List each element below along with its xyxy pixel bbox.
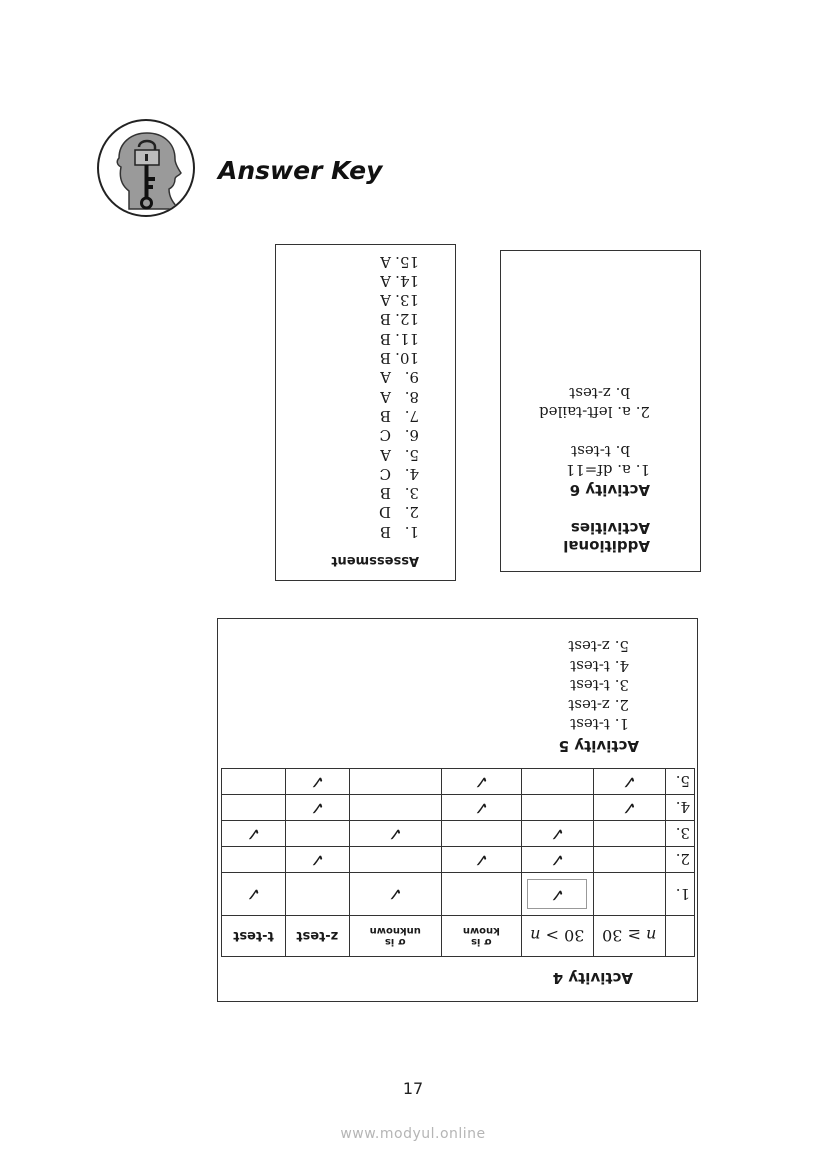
assessment-heading: Assessment	[331, 553, 419, 568]
page-title: Answer Key	[218, 156, 383, 185]
assessment-item-number: 2.	[404, 503, 419, 522]
check-mark-icon: ✓	[387, 823, 403, 844]
table-cell	[593, 795, 665, 821]
assessment-item	[276, 386, 419, 405]
table-cell	[441, 873, 521, 916]
table-row	[222, 821, 695, 847]
assessment-item-answer: A	[380, 252, 391, 271]
assessment-item-answer: A	[380, 368, 391, 387]
table-cell	[222, 821, 286, 847]
check-mark-icon: ✓	[473, 849, 489, 870]
activity6-line: b. z-test	[569, 384, 630, 402]
row-number: 2.	[665, 847, 694, 873]
activity5-item: 2. z-test	[568, 696, 629, 714]
assessment-item-answer: D	[378, 503, 391, 522]
assessment-item-answer: B	[379, 310, 391, 329]
table-row	[222, 795, 695, 821]
activity6-line: 2. a. left-tailed	[539, 403, 650, 422]
assessment-item-number: 7.	[404, 406, 419, 425]
activity5-item: 4. t-test	[570, 657, 629, 675]
row-number: 1.	[665, 873, 694, 916]
assessment-item-number: 11.	[395, 329, 419, 348]
assessment-item-number: 3.	[404, 484, 419, 503]
assessment-item	[276, 483, 419, 502]
assessment-item-number: 12.	[395, 310, 419, 329]
assessment-item-answer: A	[380, 445, 391, 464]
column-header-sigma-known: σ is known	[441, 916, 521, 957]
column-header-n-ge-30: n ≥ 30	[593, 916, 665, 957]
activity5-heading: Activity 5	[558, 737, 639, 755]
table-cell	[441, 847, 521, 873]
table-cell	[285, 847, 349, 873]
check-mark-icon: ✓	[309, 849, 325, 870]
table-cell	[285, 795, 349, 821]
table-cell	[521, 821, 593, 847]
assessment-item-number: 6.	[404, 426, 419, 445]
activity5-item: 3. t-test	[570, 676, 629, 695]
activity4-table	[221, 768, 695, 957]
activity5-item: 5. z-test	[568, 637, 629, 656]
table-cell	[222, 795, 286, 821]
table-cell	[593, 769, 665, 795]
table-cell	[593, 873, 665, 916]
table-cell	[521, 795, 593, 821]
check-mark-icon: ✓	[473, 771, 489, 792]
activity5-section	[559, 636, 639, 755]
assessment-item-number: 10.	[395, 349, 419, 368]
logo	[97, 119, 195, 217]
table-cell	[441, 795, 521, 821]
assessment-item-answer: A	[380, 271, 391, 290]
activity4-heading: Activity 4	[552, 969, 633, 987]
activity5-item: 1. t-test	[570, 715, 629, 734]
table-cell	[349, 847, 441, 873]
table-cell	[222, 873, 286, 916]
column-header-n-lt-30: 30 > n	[521, 916, 593, 957]
page-number: 17	[402, 1079, 424, 1098]
row-number: 5.	[665, 769, 694, 795]
assessment-item-answer: B	[379, 484, 391, 503]
watermark: www.modyul.online	[340, 1126, 486, 1142]
assessment-item-answer: A	[380, 387, 391, 406]
check-mark-icon: ✓	[309, 771, 325, 792]
table-row	[222, 873, 695, 916]
assessment-item-number: 13.	[395, 291, 419, 310]
assessment-item	[276, 251, 419, 270]
check-mark-icon: ✓	[621, 771, 637, 792]
assessment-item	[276, 290, 419, 309]
assessment-item-answer: B	[379, 349, 391, 368]
additional-heading-line1: Additional	[563, 537, 650, 555]
assessment-item	[276, 521, 419, 540]
column-header-z-test: z-test	[285, 916, 349, 957]
activity6-heading: Activity 6	[569, 481, 650, 499]
head-key-lock-icon	[99, 121, 193, 215]
assessment-item	[276, 425, 419, 444]
table-cell	[349, 821, 441, 847]
assessment-item	[276, 271, 419, 290]
additional-activities-box	[500, 250, 701, 572]
activity6-line: 1. a. df=11	[565, 461, 650, 480]
table-cell	[521, 769, 593, 795]
assessment-item-number: 8.	[404, 387, 419, 406]
assessment-item-number: 5.	[404, 445, 419, 464]
check-mark-icon: ✓	[621, 797, 637, 818]
assessment-list	[276, 251, 419, 540]
table-row	[222, 769, 695, 795]
check-mark-icon: ✓	[245, 883, 261, 905]
activity6-line: b. t-test	[571, 442, 630, 460]
table-cell	[285, 821, 349, 847]
table-cell	[285, 873, 349, 916]
table-cell	[441, 821, 521, 847]
table-cell	[521, 847, 593, 873]
assessment-item	[276, 444, 419, 463]
assessment-item-number: 1.	[404, 522, 419, 541]
table-cell	[349, 769, 441, 795]
assessment-item	[276, 367, 419, 386]
table-header-row	[222, 916, 695, 957]
table-cell	[349, 873, 441, 916]
table-cell	[593, 847, 665, 873]
assessment-item-answer: B	[379, 522, 391, 541]
assessment-item	[276, 348, 419, 367]
assessment-item	[276, 328, 419, 347]
assessment-item	[276, 502, 419, 521]
table-cell	[441, 769, 521, 795]
check-mark-icon: ✓	[549, 823, 565, 844]
table-row	[222, 847, 695, 873]
check-mark-icon: ✓	[309, 797, 325, 818]
additional-heading-line2: Activities	[570, 519, 650, 537]
check-mark-icon: ✓	[527, 879, 587, 909]
assessment-item-number: 15.	[395, 252, 419, 271]
column-header-sigma-unknown: σ is unknown	[349, 916, 441, 957]
check-mark-icon: ✓	[473, 797, 489, 818]
column-header-t-test: t-test	[222, 916, 286, 957]
assessment-item	[276, 309, 419, 328]
check-mark-icon: ✓	[245, 823, 261, 844]
assessment-item-answer: C	[379, 426, 391, 445]
assessment-item-answer: B	[379, 329, 391, 348]
assessment-box	[275, 244, 456, 581]
row-number: 3.	[665, 821, 694, 847]
assessment-item-number: 4.	[404, 464, 419, 483]
assessment-item	[276, 464, 419, 483]
table-cell	[593, 821, 665, 847]
assessment-item-answer: B	[379, 406, 391, 425]
assessment-item	[276, 406, 419, 425]
assessment-item-answer: C	[379, 464, 391, 483]
table-cell	[222, 847, 286, 873]
check-mark-icon: ✓	[387, 883, 403, 905]
table-cell	[222, 769, 286, 795]
table-cell	[521, 873, 593, 916]
check-mark-icon: ✓	[549, 849, 565, 870]
row-number: 4.	[665, 795, 694, 821]
column-header-num	[665, 916, 694, 957]
table-cell	[349, 795, 441, 821]
activity4-5-box	[217, 618, 698, 1002]
assessment-item-answer: A	[380, 291, 391, 310]
assessment-item-number: 14.	[395, 271, 419, 290]
assessment-item-number: 9.	[404, 368, 419, 387]
table-cell	[285, 769, 349, 795]
